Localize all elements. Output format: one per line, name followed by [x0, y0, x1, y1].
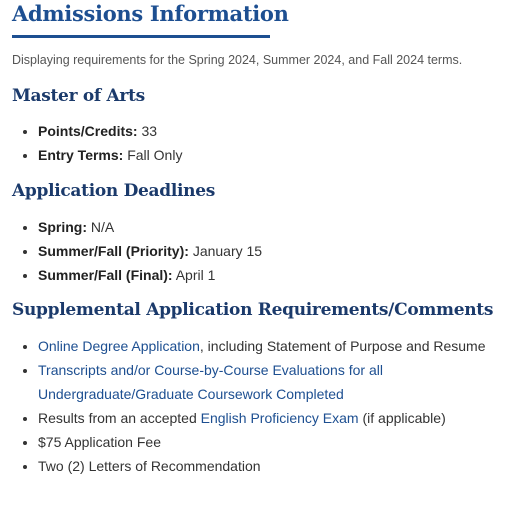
- supplemental-heading: Supplemental Application Requirements/Comments: [12, 300, 494, 320]
- entry-value: Fall Only: [127, 147, 183, 163]
- application-text: , including Statement of Purpose and Resume: [199, 338, 486, 354]
- spring-label: Spring:: [38, 219, 87, 235]
- priority-value: January 15: [192, 243, 263, 259]
- entry-label: Entry Terms:: [38, 147, 124, 163]
- english-proficiency-link[interactable]: English Proficiency Exam: [200, 410, 359, 426]
- list-item-spring: [38, 215, 262, 239]
- list-item-english: [38, 406, 500, 430]
- list-item-fee: [38, 430, 500, 454]
- final-value: April 1: [175, 267, 216, 283]
- list-item-letters: [38, 454, 500, 478]
- points-label: Points/Credits:: [38, 123, 138, 139]
- page-title: Admissions Information: [12, 1, 289, 26]
- deadlines-heading: Application Deadlines: [12, 181, 215, 201]
- priority-label: Summer/Fall (Priority):: [38, 243, 189, 259]
- master-heading: Master of Arts: [12, 86, 145, 106]
- terms-intro: Displaying requirements for the Spring 2024, Summer 2024, and Fall 2024 terms.: [12, 53, 463, 67]
- english-suffix: (if applicable): [358, 410, 446, 426]
- list-item-transcripts: [38, 358, 500, 406]
- supplemental-list: [22, 334, 500, 478]
- list-item-points: [38, 119, 182, 143]
- final-label: Summer/Fall (Final):: [38, 267, 173, 283]
- deadlines-list: [22, 215, 262, 287]
- points-value: 33: [141, 123, 158, 139]
- online-application-link[interactable]: Online Degree Application: [38, 338, 200, 354]
- list-item-application: [38, 334, 500, 358]
- fee-text: $75 Application Fee: [38, 434, 161, 450]
- transcripts-link[interactable]: Transcripts and/or Course-by-Course Evaluations for all Undergraduate/Graduate Coursework Completed: [38, 362, 383, 402]
- master-list: [22, 119, 182, 167]
- letters-text: Two (2) Letters of Recommendation: [38, 458, 261, 474]
- title-underline: [12, 35, 270, 38]
- list-item-final: [38, 263, 262, 287]
- list-item-priority: [38, 239, 262, 263]
- list-item-entry: [38, 143, 182, 167]
- english-prefix: Results from an accepted: [38, 410, 201, 426]
- spring-value: N/A: [90, 219, 115, 235]
